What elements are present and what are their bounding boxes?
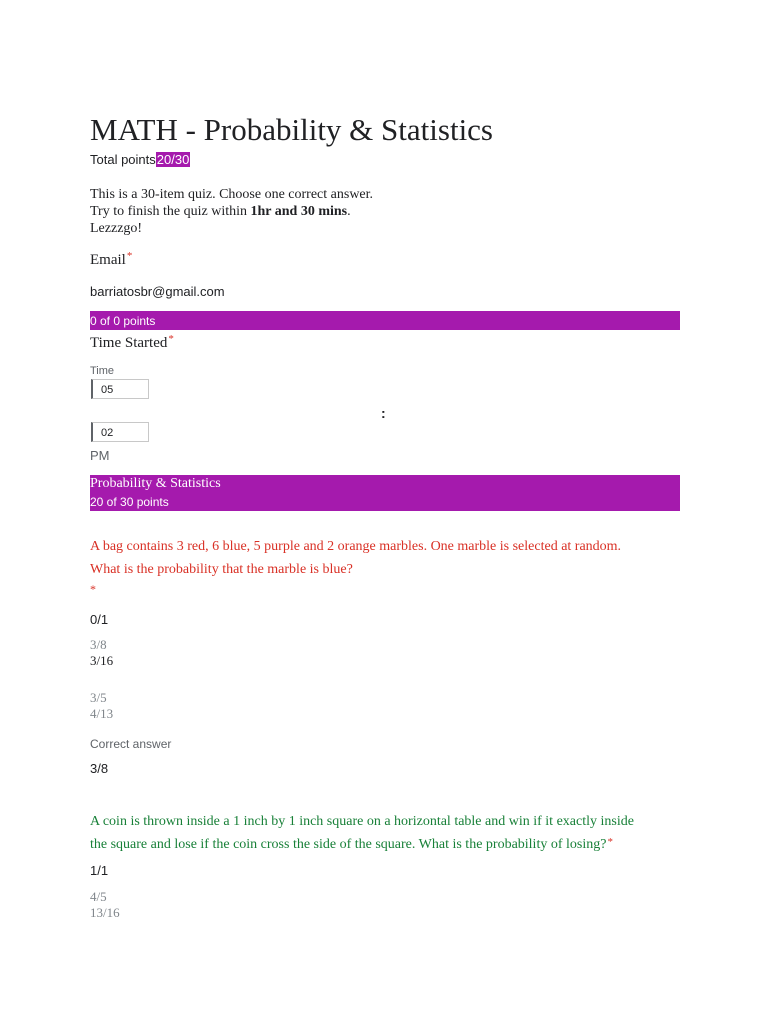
time-separator: :: [381, 405, 386, 421]
time-label: Time: [90, 365, 115, 377]
description-line-3: Lezzzgo!: [90, 221, 143, 236]
total-points-label: Total points: [90, 152, 156, 167]
total-points: [90, 152, 190, 167]
question-2-score: 1/1: [90, 863, 109, 878]
quiz-description: [90, 186, 373, 237]
total-score-badge: 20/30: [156, 152, 190, 167]
question-1-option[interactable]: 3/5: [90, 690, 107, 705]
email-points-band: [90, 311, 680, 330]
question-1-score: 0/1: [90, 612, 109, 627]
question-2-option[interactable]: 13/16: [90, 905, 120, 920]
correct-answer-label: Correct answer: [90, 737, 172, 751]
required-mark: *: [607, 836, 613, 848]
question-1-required-mark: *: [90, 582, 96, 596]
email-label: Email*: [90, 250, 133, 268]
description-line-2: Try to finish the quiz within 1hr and 30 mins.: [90, 204, 351, 219]
question-1-text: A bag contains 3 red, 6 blue, 5 purple and 2 orange marbles. One marble is selected at random. What is the probability that the marble is blue?: [90, 539, 622, 577]
time-started-label: Time Started*: [90, 333, 174, 351]
required-mark: *: [126, 250, 133, 262]
question-2-text: A coin is thrown inside a 1 inch by 1 inch square on a horizontal table and win if it exactly inside the square and lose if the coin cross the side of the square. What is the probability of losing?*: [90, 814, 634, 852]
question-1-option[interactable]: 4/13: [90, 706, 114, 721]
period-value: PM: [90, 448, 110, 463]
question-2-option[interactable]: 4/5: [90, 889, 107, 904]
section-header: [90, 475, 680, 511]
time-limit: 1hr and 30 mins: [250, 204, 348, 219]
section-title: Probability & Statistics: [90, 476, 221, 491]
section-points: 20 of 30 points: [90, 495, 169, 509]
hour-input[interactable]: 05: [91, 379, 149, 399]
description-line-1: This is a 30-item quiz. Choose one correct answer.: [90, 187, 374, 202]
question-1-option-selected[interactable]: 3/16: [90, 653, 114, 668]
email-points: 0 of 0 points: [90, 314, 156, 328]
minute-input[interactable]: 02: [91, 422, 149, 442]
required-mark: *: [168, 333, 174, 345]
page-title: MATH - Probability & Statistics: [90, 112, 493, 147]
email-value: barriatosbr@gmail.com: [90, 284, 225, 299]
correct-answer-value: 3/8: [90, 761, 109, 776]
question-1-option[interactable]: 3/8: [90, 637, 107, 652]
